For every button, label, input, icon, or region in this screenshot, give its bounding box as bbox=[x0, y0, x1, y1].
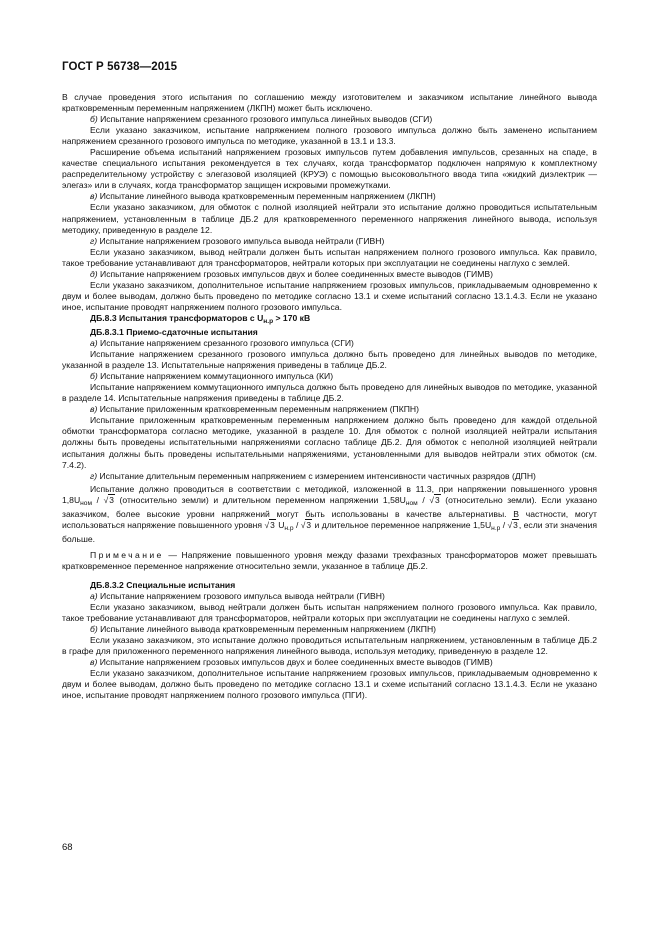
list-item: в) Испытание приложенным кратковременным переменным напряжением (ПКПН) bbox=[90, 404, 419, 415]
paragraph: Испытание приложенным кратковременным переменным напряжением должно быть проведено для каждой отдельной обмотки трансформатора согласно методике, указанной в разделе 10. Для обмоток с полной изоляцией нейтрали испытания должны быть проведены испытательными напряжениями согласно таблице ДБ.2. Для обмоток с неполной изоляцией нейтрали испытания должны быть проведены испытательными напряжениями, установленными для выводов нейтрали этих обмоток (см. 7.4.2). bbox=[62, 415, 597, 470]
text: и длительное переменное напряжение 1,5U bbox=[312, 519, 492, 530]
subscript: ном bbox=[405, 499, 418, 507]
sqrt-symbol: √3 bbox=[507, 519, 518, 530]
list-marker: д) bbox=[90, 268, 98, 279]
sqrt-radicand: 3 bbox=[109, 494, 114, 505]
paragraph: Если указано заказчиком, испытание напряжением полного грозового импульса должно быть заменено испытанием напряжением срезанного грозового импульса по методике, указанной в 13.1 и 13.3. bbox=[62, 125, 597, 147]
text: (относительно земли) и длительном переменном напряжении 1,58U bbox=[114, 494, 406, 505]
list-marker: б) bbox=[90, 371, 98, 382]
list-item: д) Испытание напряжением грозовых импульсов двух и более соединенных вместе выводов (ГИМВ) bbox=[90, 268, 493, 279]
list-marker: б) bbox=[90, 114, 98, 125]
subsection-heading: ДБ.8.3.2 Специальные испытания bbox=[90, 579, 236, 590]
subsection-heading: ДБ.8.3.1 Приемо-сдаточные испытания bbox=[90, 326, 258, 337]
list-marker: в) bbox=[90, 404, 98, 415]
heading-text: ДБ.8.3 Испытания трансформаторов с U bbox=[90, 312, 264, 323]
subscript: ном bbox=[80, 499, 92, 507]
subscript: н.р bbox=[491, 524, 501, 532]
formula-paragraph bbox=[62, 484, 597, 545]
note-label: Примечание bbox=[90, 549, 164, 560]
sqrt-symbol: √3 bbox=[103, 494, 114, 505]
text: (относительно земли). Если указано заказчиком, более высокие уровни напряжений могут быть использованы в качестве альтернативы. В частности, могут использоваться напряжение повышенного уровня bbox=[62, 494, 597, 530]
list-marker: в) bbox=[90, 191, 98, 202]
page-number: 68 bbox=[62, 842, 73, 853]
sqrt-radicand: 3 bbox=[513, 519, 518, 530]
sqrt-symbol: √3 bbox=[429, 494, 440, 505]
text: Испытание должно проводиться в соответствии с методикой, изложенной в 11.3, при напряжении повышенного уровня 1,8U bbox=[62, 483, 597, 505]
subscript: н.р bbox=[284, 524, 294, 532]
sqrt-radicand: 3 bbox=[434, 494, 440, 505]
list-marker: в) bbox=[90, 657, 98, 668]
paragraph: В случае проведения этого испытания по соглашению между изготовителем и заказчиком испытание линейного вывода кратковременным переменным напряжением (ЛКПН) может быть исключено. bbox=[62, 92, 597, 114]
text: / bbox=[92, 494, 104, 505]
heading-text: > 170 кВ bbox=[273, 312, 311, 323]
paragraph: Если указано заказчиком, для обмоток с полной изоляцией нейтрали это испытание должно проводиться испытательным напряжением, установленным в таблице ДБ.2 для кратковременного переменного напряжения линейного вывода, используя методику, приведенную в разделе 12. bbox=[62, 202, 597, 235]
text: U bbox=[275, 519, 285, 530]
paragraph: Если указано заказчиком, это испытание должно проводиться испытательным напряжением, установленным в таблице ДБ.2 в графе для приложенного переменного напряжения линейного вывода, используя методику, приведенную в разделе 12. bbox=[62, 635, 597, 657]
sqrt-symbol: √3 bbox=[264, 519, 275, 530]
sqrt-radicand: 3 bbox=[270, 519, 275, 530]
note-text: — Напряжение повышенного уровня между фазами трехфазных трансформаторов может превышать кратковременное переменное напряжение относительно земли, указанное в таблице ДБ.2. bbox=[62, 549, 597, 571]
text: / bbox=[293, 519, 301, 530]
sqrt-symbol: √3 bbox=[300, 519, 312, 530]
list-marker: б) bbox=[90, 624, 98, 635]
standard-code-header: ГОСТ Р 56738—2015 bbox=[62, 61, 178, 73]
page-body bbox=[62, 92, 597, 701]
paragraph: Испытание напряжением коммутационного импульса должно быть проведено для линейных выводов по методике, указанной в разделе 14. Испытательные напряжения приведены в таблице ДБ.2. bbox=[62, 382, 597, 404]
paragraph: Если указано заказчиком, дополнительное испытание напряжением грозовых импульсов, прикладываемым одновременно к двум и более выводам, должно быть проведено по методике согласно 13.1 и схеме испытаний согласно 13.1.4.3. Если не указано иное, испытание проводят напряжением полного грозового импульса. bbox=[62, 279, 597, 312]
text: / bbox=[500, 519, 508, 530]
list-item: б) Испытание напряжением срезанного грозового импульса линейных выводов (СГИ) bbox=[90, 114, 433, 125]
list-marker: г) bbox=[90, 235, 98, 246]
list-item: б) Испытание напряжением коммутационного импульса (КИ) bbox=[90, 371, 334, 382]
paragraph: Если указано заказчиком, дополнительное испытание напряжением грозовых импульсов, прикладываемым одновременно к двум и более выводам, должно быть проведено по методике согласно 13.1 и схеме испытаний согласно 13.1.4.3. Если не указано иное, испытание проводят напряжением полного грозового импульса (ПГИ). bbox=[62, 668, 597, 701]
list-marker: г) bbox=[90, 470, 98, 481]
list-item: в) Испытание напряжением грозовых импульсов двух и более соединенных вместе выводов (ГИМВ) bbox=[90, 657, 493, 668]
list-item: в) Испытание линейного вывода кратковременным переменным напряжением (ЛКПН) bbox=[90, 191, 436, 202]
list-marker: а) bbox=[90, 591, 98, 602]
list-item: а) Испытание напряжением срезанного грозового импульса (СГИ) bbox=[90, 338, 354, 349]
note bbox=[62, 550, 597, 572]
paragraph: Если указано заказчиком, вывод нейтрали должен быть испытан напряжением полного грозового импульса. Как правило, такое требование устанавливают для трансформаторов, нейтрали которых при эксплуатации не соединены наглухо с землей. bbox=[62, 246, 597, 268]
subscript: н.р bbox=[263, 317, 274, 325]
list-item: а) Испытание напряжением грозового импульса вывода нейтрали (ГИВН) bbox=[90, 591, 385, 602]
list-item: б) Испытание линейного вывода кратковременным переменным напряжением (ЛКПН) bbox=[90, 624, 437, 635]
text: / bbox=[417, 494, 430, 505]
list-marker: а) bbox=[90, 338, 98, 349]
text: , если эти значения больше. bbox=[62, 519, 598, 544]
paragraph: Если указано заказчиком, вывод нейтрали должен быть испытан напряжением полного грозового импульса. Как правило, такое требование устанавливают для трансформаторов, нейтрали которых при эксплуатации не соединены наглухо с землей. bbox=[62, 602, 597, 624]
sqrt-radicand: 3 bbox=[306, 519, 312, 530]
list-item: г) Испытание длительным переменным напряжением с измерением интенсивности частичных разрядов (ДПН) bbox=[90, 470, 536, 481]
paragraph: Расширение объема испытаний напряжением грозовых импульсов путем добавления импульсов, срезанных на спаде, в качестве специального испытания рекомендуется в тех случаях, когда трансформатор подключен напрямую к комплектному распределительному устройству с элегазовой изоляцией (КРУЭ) с помощью высоковольтного ввода типа «жидкий диэлектрик — элегаз» или в случаях, когда трансформатор защищен искровыми промежутками. bbox=[62, 147, 597, 191]
paragraph: Испытание напряжением срезанного грозового импульса должно быть проведено для линейных выводов по методике, указанной в разделе 13. Испытательные напряжения приведены в таблице ДБ.2. bbox=[62, 349, 597, 371]
section-heading bbox=[62, 313, 597, 327]
list-item: г) Испытание напряжением грозового импульса вывода нейтрали (ГИВН) bbox=[90, 235, 385, 246]
